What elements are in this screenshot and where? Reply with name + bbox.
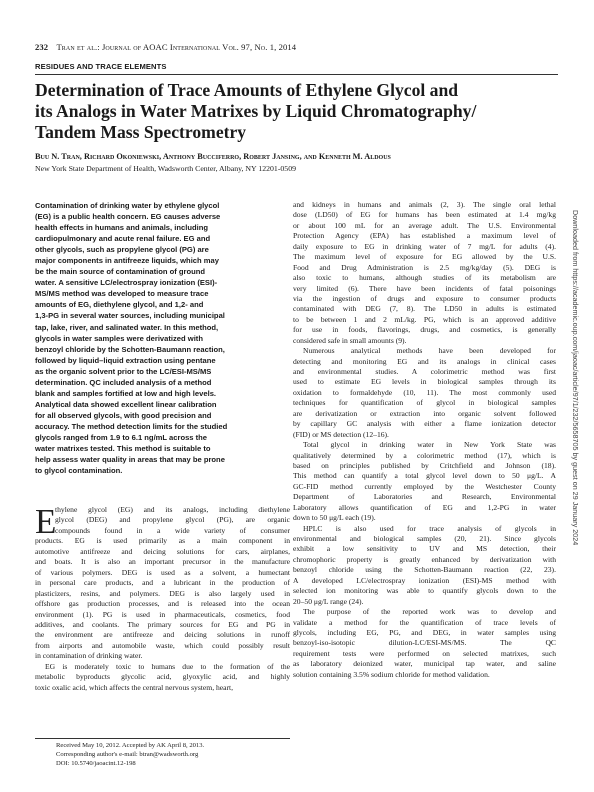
abstract-line: Contamination of drinking water by ethylene glycol xyxy=(35,201,220,210)
body-line: by capillary GC analysis with either a flame ionization detector xyxy=(293,419,556,429)
abstract-line: accuracy. The method detection limits for the studied xyxy=(35,421,228,431)
footnote-rule xyxy=(35,738,290,739)
running-title: Tran et al.: Journal of AOAC International Vol. 97, No. 1, 2014 xyxy=(56,42,297,52)
drop-cap: E xyxy=(35,502,57,541)
abstract-line: for all observed glycols, with good precision and xyxy=(35,410,212,420)
body-line: benzoyl chloride using the Schotten-Baumann reaction (22, 23). xyxy=(293,565,556,575)
body-line: chromophoric property is greatly enhanced by derivatization with xyxy=(293,554,556,564)
intro-line: metabolic byproducts glycolic acid, glyoxylic acid, and highly xyxy=(35,672,290,682)
body-line: daily exposure to EG in drinking water of 7 mg/L for adults (4). xyxy=(293,241,556,251)
title-line: Tandem Mass Spectrometry xyxy=(35,122,247,142)
page-number: 232 xyxy=(35,42,49,52)
footnote-line: Received May 10, 2012. Accepted by AK April 8, 2013. xyxy=(56,742,205,749)
intro-line: automotive antifreeze and deicing solutions for cars, airplanes, xyxy=(35,546,290,556)
running-head xyxy=(35,42,296,52)
intro-line: additives, and coolants. The primary sources for EG and PG in xyxy=(35,619,290,629)
body-line: benzoyl-iso-isotopic dilution-LC/ESI-MS/MS. The QC xyxy=(293,638,556,648)
abstract-line: benzoyl chloride by the Schotten-Baumann reaction, xyxy=(35,344,225,354)
abstract-line: to glycol contamination. xyxy=(35,466,123,476)
abstract-line: MS/MS method was developed to measure trace xyxy=(35,289,209,299)
intro-line: in contamination of drinking water. xyxy=(35,651,143,661)
abstract-line: as the organic solvent prior to the LC/ESI-MS/MS xyxy=(35,366,212,376)
abstract xyxy=(35,200,290,476)
download-watermark xyxy=(568,210,578,590)
author-list: Buu N. Tran, Richard Okoniewski, Anthony Bucciferro, Robert Jansing, and Kenneth M. Aldous xyxy=(35,152,391,161)
body-line: techniques for quantification of glycol in biological samples xyxy=(293,398,556,408)
intro-line: plasticizers, resins, and polymers. DEG is also largely used in xyxy=(35,588,290,598)
intro-line: the environment are antifreeze and deicing solutions in runoff xyxy=(35,630,290,640)
abstract-line: water. A sensitive LC/electrospray ionization (ESI)- xyxy=(35,278,218,288)
abstract-line: be the main source of contamination of ground xyxy=(35,267,206,277)
body-line: (FID) or MS detection (12–16). xyxy=(293,429,389,439)
body-line: exhibit a low sensitivity to UV and MS detection, their xyxy=(293,544,556,554)
intro-line: EG is moderately toxic to humans due to the formation of the xyxy=(45,661,290,671)
body-line: considered safe in small amounts (9). xyxy=(293,335,407,345)
section-label: RESIDUES AND TRACE ELEMENTS xyxy=(35,62,167,71)
intro-line: offshore gas production processes, and is released into the ocean xyxy=(35,599,290,609)
abstract-line: tap, lake, river, and salinated water. In this method, xyxy=(35,322,219,332)
body-line: requirement tests were performed on selected matrixes, such xyxy=(293,648,556,658)
abstract-line: determination. QC included analysis of a method xyxy=(35,377,212,387)
body-line: detecting and monitoring EG and its analogs in clinical cases xyxy=(293,356,556,366)
intro-line: of various polymers. DEG is used as a solvent, a humectant xyxy=(35,567,290,577)
body-line: Numerous analytical methods have been developed for xyxy=(303,346,556,356)
abstract-line: cardiopulmonary and acute renal failure. EG and xyxy=(35,234,211,244)
body-line: contaminated with DEG (7, 8). The LD50 in adults is estimated xyxy=(293,304,556,314)
body-line: Total glycol in drinking water in New York State was xyxy=(303,440,556,450)
body-line: Department of Laboratories and Research, Environmental xyxy=(293,492,556,502)
abstract-line: water matrixes tested. This method is suitable to xyxy=(35,444,211,454)
body-line: for use in foods, flavorings, drugs, and cosmetics, is generally xyxy=(293,325,556,335)
abstract-line: glycols in water samples were derivatized with xyxy=(35,333,203,343)
abstract-line: major components in antifreeze liquids, which may xyxy=(35,256,219,266)
intro-line: in personal care products, and a lubricant in the production of xyxy=(35,578,290,588)
body-line: based on principles published by Critchfield and Johnson (18). xyxy=(293,460,556,470)
abstract-line: 1,3-PG in several water sources, including municipal xyxy=(35,311,225,321)
body-line: Laboratory allows quantification of EG and 1,2-PG in water xyxy=(293,502,556,512)
abstract-line: (EG) is a public health concern. EG causes adverse xyxy=(35,212,221,222)
affiliation: New York State Department of Health, Wadsworth Center, Albany, NY 12201-0509 xyxy=(35,164,297,173)
abstract-line: help assess water quality in areas that may be prone xyxy=(35,455,225,465)
intro-line: products. EG is used primarily as a main component in xyxy=(35,536,290,546)
body-line: solution containing 3.5% sodium chloride for method validation. xyxy=(293,669,490,679)
body-line: as laboratory deionized water, municipal tap water, and saline xyxy=(293,659,556,669)
intro-line: from airports and automobile waste, which could possibly result xyxy=(35,640,290,650)
body-line: environmental and biological samples (20, 21). Since glycols xyxy=(293,534,556,543)
intro-line: environment (1). PG is used in pharmaceuticals, cosmetics, food xyxy=(35,609,290,619)
body-line: The maximum level of exposure for EG allowed by the U.S. xyxy=(293,252,556,262)
body-line: down to 50 μg/L each (19). xyxy=(293,513,376,523)
footnote-line: DOI: 10.5740/jaoacint.12-198 xyxy=(56,760,136,768)
download-note-text: Downloaded from https://academic.oup.com/jaoac/article/97/1/232/5658705 by guest on 29 January 2024 xyxy=(571,210,580,546)
body-line: via the ingestion of drugs and exposure to consumer products xyxy=(293,293,556,303)
abstract-line: other glycols, such as propylene glycol (PG) are xyxy=(35,245,209,255)
body-line: The purpose of the reported work was to develop and xyxy=(303,607,556,617)
body-line: very limited (6). There have been incidents of fatal poisonings xyxy=(293,283,556,293)
abstract-line: glycols ranged from 1.9 to 6.1 ng/mL across the xyxy=(35,432,208,442)
body-line: Food and Drug Administration is 2.5 mg/kg/day (5). DEG is xyxy=(293,262,556,272)
title-line: its Analogs in Water Matrixes by Liquid Chromatography/ xyxy=(35,101,477,121)
body-line: glycols, including EG, PG, and DEG, in water samples using xyxy=(293,627,556,637)
section-rule xyxy=(35,74,558,75)
body-line: Protection Agency (EPA) has established a maximum level of xyxy=(293,231,556,241)
abstract-line: amounts of EG, diethylene glycol, and 1,2- and xyxy=(35,300,204,310)
body-line: qualitatively determined by a colorimetric method (17), which is xyxy=(293,450,556,460)
body-line: to be between 1 and 2 mL/kg. PG, which is an approved additive xyxy=(293,314,556,324)
abstract-line: health effects in humans and animals, including xyxy=(35,223,208,233)
intro-line: thylene glycol (EG) and its analogs, including diethylene xyxy=(55,505,290,514)
body-line: and environmental studies. A colorimetric method was first xyxy=(293,367,556,376)
intro-line: and boats. It is also an important precursor in the manufacture xyxy=(35,557,290,567)
body-line: HPLC is also used for trace analysis of glycols in xyxy=(303,523,556,533)
body-line: This method can quantify a total glycol level down to 50 μg/L. A xyxy=(293,471,556,481)
abstract-line: followed by liquid–liquid extraction using pentane xyxy=(35,355,216,365)
body-line: oxidation to formaldehyde (10, 11). The most commonly used xyxy=(293,387,556,397)
body-line: also toxic to humans, although studies of its metabolism are xyxy=(293,273,556,283)
body-line: and kidneys in humans and animals (2, 3). The single oral lethal xyxy=(293,200,556,209)
body-line: validate a method for the quantification of trace levels of xyxy=(293,617,556,627)
intro-line: compounds found in a wide variety of consumer xyxy=(55,525,290,535)
intro-line: toxic oxalic acid, which affects the central nervous system, heart, xyxy=(35,682,234,692)
body-line: A developed LC/electrospray ionization (ESI)-MS method with xyxy=(293,575,556,585)
abstract-line: Analytical data showed excellent linear calibration xyxy=(35,399,217,409)
body-line: 20–50 μg/L range (24). xyxy=(293,596,364,606)
article-title xyxy=(35,80,535,143)
introduction xyxy=(35,502,290,693)
intro-line: glycol (DEG) and propylene glycol (PG), are organic xyxy=(55,515,290,525)
right-column xyxy=(293,200,558,680)
abstract-line: blank and samples fortified at low and high levels. xyxy=(35,388,217,398)
body-line: used to estimate EG levels in biological samples through its xyxy=(293,377,556,387)
body-line: selected ion monitoring was able to quantify glycols down to the xyxy=(293,586,556,596)
title-line: Determination of Trace Amounts of Ethylene Glycol and xyxy=(35,80,459,100)
body-line: are derivatization or extraction into organic solvent followed xyxy=(293,408,556,418)
footnote-line: Corresponding author's e-mail: btran@wadsworth.org xyxy=(56,751,199,759)
body-line: or about 100 mL for an average adult. The U.S. Environmental xyxy=(293,220,556,230)
body-line: GC-FID method currently employed by the Westchester County xyxy=(293,481,556,491)
footnote xyxy=(56,741,204,769)
body-line: dose (LD50) of EG for humans has been estimated at 1.4 mg/kg xyxy=(293,210,556,220)
